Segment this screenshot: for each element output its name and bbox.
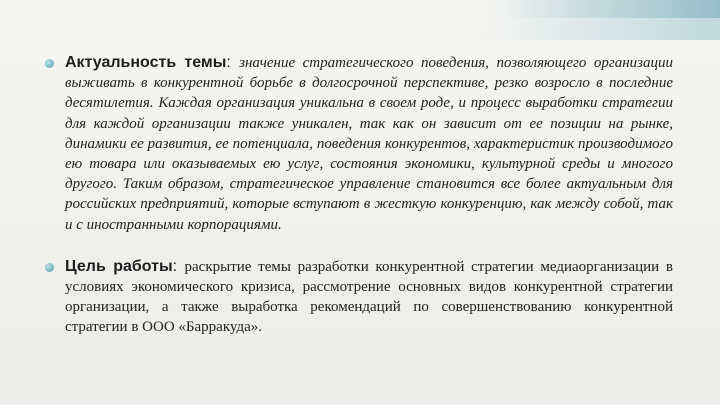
bullet-goal	[45, 257, 673, 338]
bullet-lead-goal: Цель работы	[65, 257, 173, 275]
corner-accent-decoration	[480, 0, 720, 40]
bullet-lead-relevance: Актуальность темы	[65, 54, 227, 71]
bullet-relevance	[45, 53, 673, 235]
bullet-list	[45, 53, 673, 338]
bullet-text-relevance: значение стратегического поведения, позволяющего организации выживать в конкурентной борьбе в долгосрочной перспективе, резко возросло в последние десятилетия. Каждая организация уникальна в своем роде, и процесс выработки стратегии для каждой организации также уникален, так как он зависит от ее позиции на рынке, динамики ее развития, ее потенциала, поведения конкурентов, характеристик производимого ею товара или оказываемых ею услуг, состояния экономики, культурной среды и многого другого. Таким образом, стратегическое управление становится все более актуальным для российских предприятий, которые вступают в жесткую конкуренцию, как между собой, так и с иностранными корпорациями.	[65, 55, 674, 233]
bullet-marker-icon	[45, 59, 54, 68]
bullet-separator: :	[172, 257, 185, 275]
bullet-text-goal: раскрытие темы разработки конкурентной стратегии медиаорганизации в условиях экономического кризиса, рассмотрение основных видов конкурентной стратегии организации, а также выработка рекомендаций по совершенствованию конкурентной стратегии в ООО «Барракуда».	[65, 258, 674, 336]
bullet-separator: :	[226, 54, 240, 71]
bullet-marker-icon	[45, 263, 54, 272]
